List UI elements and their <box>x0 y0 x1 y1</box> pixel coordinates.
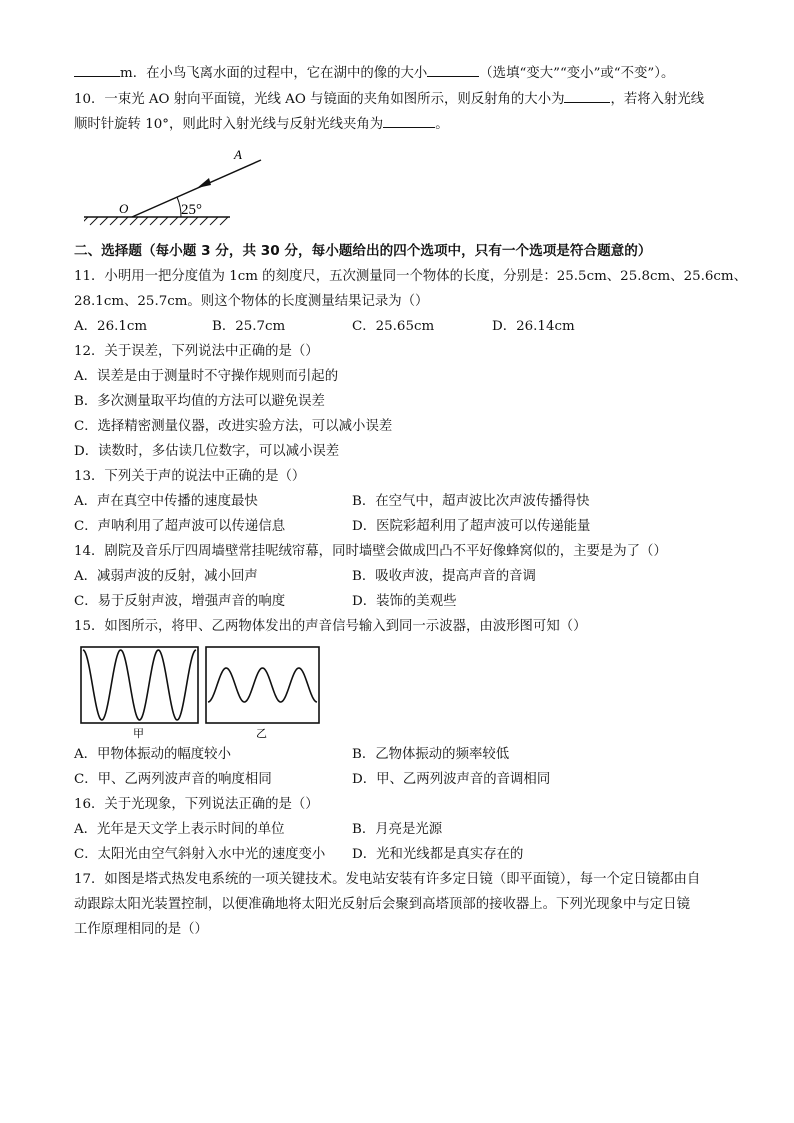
q14-option-c[interactable]: C．易于反射声波，增强声音的响度 <box>74 594 286 609</box>
q12-option-d[interactable]: D．读数时，多估读几位数字，可以减小误差 <box>74 444 340 459</box>
q11-option-a[interactable]: A．26.1cm <box>74 319 148 334</box>
q16-stem: 16．关于光现象，下列说法正确的是（） <box>74 797 319 812</box>
q10-text-3: 顺时针旋转 10°，则此时入射光线与反射光线夹角为 <box>74 117 384 132</box>
answer-blank[interactable] <box>383 115 435 128</box>
q17-line-2: 动跟踪太阳光装置控制，以便准确地将太阳光反射后会聚到高塔顶部的接收器上。下列光现象中与定日镜 <box>74 897 690 912</box>
oscilloscope-figure <box>80 646 324 740</box>
label-o: O <box>119 201 129 216</box>
q15-option-c[interactable]: C．甲、乙两列波声音的响度相同 <box>74 772 272 787</box>
q9-text-1: m．在小鸟飞离水面的过程中，它在湖中的像的大小 <box>120 66 428 81</box>
q14-stem: 14．剧院及音乐厅四周墙壁常挂呢绒帘幕，同时墙壁会做成凹凸不平好像蜂窝似的，主要是为了（） <box>74 544 667 559</box>
q15-option-d[interactable]: D．甲、乙两列波声音的音调相同 <box>352 772 551 787</box>
q9-tail-line <box>74 64 674 82</box>
answer-blank[interactable] <box>564 90 610 103</box>
ray-arrowhead <box>197 178 211 188</box>
q15-option-b[interactable]: B．乙物体振动的频率较低 <box>352 747 510 762</box>
q11-option-d[interactable]: D．26.14cm <box>492 319 575 334</box>
q16-option-a[interactable]: A．光年是天文学上表示时间的单位 <box>74 822 285 837</box>
q10-text-4: 。 <box>435 117 449 132</box>
q12-option-a[interactable]: A．误差是由于测量时不守操作规则而引起的 <box>74 369 339 384</box>
answer-blank[interactable] <box>427 64 479 77</box>
q15-stem: 15．如图所示，将甲、乙两物体发出的声音信号输入到同一示波器，由波形图可知（） <box>74 619 587 634</box>
q12-option-b[interactable]: B．多次测量取平均值的方法可以避免误差 <box>74 394 325 409</box>
label-a: A <box>234 147 242 162</box>
q12-option-c[interactable]: C．选择精密测量仪器，改进实验方法，可以减小误差 <box>74 419 393 434</box>
q13-option-a[interactable]: A．声在真空中传播的速度最快 <box>74 494 258 509</box>
q11-option-c[interactable]: C．25.65cm <box>352 319 435 334</box>
screen-yi <box>206 647 319 723</box>
q10-text-1: 10．一束光 AO 射向平面镜，光线 AO 与镜面的夹角如图所示，则反射角的大小为 <box>74 92 565 107</box>
label-yi: 乙 <box>256 728 267 740</box>
q11-line-2: 28.1cm、25.7cm。则这个物体的长度测量结果记录为（） <box>74 294 429 309</box>
q10-line-2 <box>74 115 449 133</box>
q16-option-c[interactable]: C．太阳光由空气斜射入水中光的速度变小 <box>74 847 326 862</box>
q11-option-b[interactable]: B．25.7cm <box>212 319 286 334</box>
q12-stem: 12．关于误差，下列说法中正确的是（） <box>74 344 319 359</box>
q15-option-a[interactable]: A．甲物体振动的幅度较小 <box>74 747 231 762</box>
q10-line-1 <box>74 90 704 108</box>
angle-label: 25° <box>181 202 202 218</box>
q17-line-3: 工作原理相同的是（） <box>74 922 208 937</box>
screen-jia <box>81 647 198 723</box>
q10-text-2: ，若将入射光线 <box>610 92 705 107</box>
q14-option-b[interactable]: B．吸收声波，提高声音的音调 <box>352 569 536 584</box>
q13-option-c[interactable]: C．声呐利用了超声波可以传递信息 <box>74 519 286 534</box>
section-2-title: 二、选择题（每小题 3 分，共 30 分，每小题给出的四个选项中，只有一个选项是符合题意的） <box>74 243 652 259</box>
answer-blank[interactable] <box>74 64 120 77</box>
label-jia: 甲 <box>133 728 144 740</box>
q9-text-2: （选填“变大”“变小”或“不变”）。 <box>479 66 675 81</box>
q16-option-b[interactable]: B．月亮是光源 <box>352 822 443 837</box>
q16-option-d[interactable]: D．光和光线都是真实存在的 <box>352 847 524 862</box>
q14-option-a[interactable]: A．减弱声波的反射，减小回声 <box>74 569 258 584</box>
waveform-jia <box>83 650 196 720</box>
mirror-ray-figure <box>84 146 284 232</box>
mirror-hatching <box>84 217 228 225</box>
waveform-yi <box>208 668 317 702</box>
q13-option-b[interactable]: B．在空气中，超声波比次声波传播得快 <box>352 494 590 509</box>
q13-stem: 13．下列关于声的说法中正确的是（） <box>74 469 306 484</box>
q13-option-d[interactable]: D．医院彩超利用了超声波可以传递能量 <box>352 519 591 534</box>
q17-line-1: 17．如图是塔式热发电系统的一项关键技术。发电站安装有许多定日镜（即平面镜），每一个定日镜都由自 <box>74 872 701 887</box>
q14-option-d[interactable]: D．装饰的美观些 <box>352 594 457 609</box>
q11-line-1: 11．小明用一把分度值为 1cm 的刻度尺，五次测量同一个物体的长度，分别是：25.5cm、25.8cm、25.6cm、 <box>74 269 747 284</box>
